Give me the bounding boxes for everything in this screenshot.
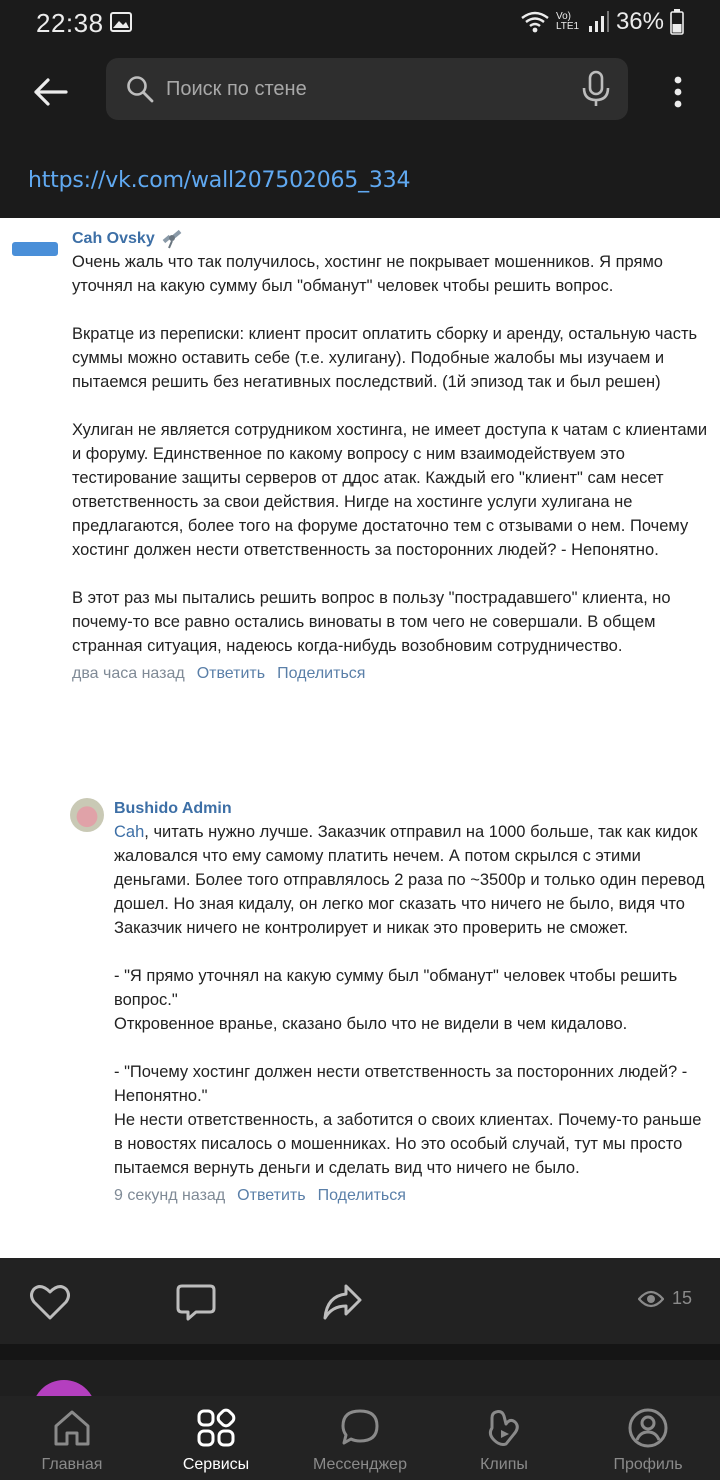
nav-item-messenger[interactable] [288, 1396, 432, 1480]
comment-paragraph: - "Я прямо уточнял на какую сумму был "обманут" человек чтобы решить вопрос." [114, 967, 678, 1009]
comment-meta [114, 1184, 714, 1208]
comment-text [114, 820, 714, 1180]
author-name[interactable]: Cah Ovsky [72, 230, 155, 247]
comment-time: 9 секунд назад [114, 1187, 226, 1204]
search-icon [126, 75, 154, 103]
battery-percent: 36% [615, 8, 664, 35]
nav-item-clips[interactable] [432, 1396, 576, 1480]
satellite-icon [161, 229, 183, 249]
back-button[interactable] [22, 64, 78, 120]
home-icon [50, 1406, 94, 1450]
comment-author[interactable] [72, 228, 712, 250]
views-count: 15 [671, 1288, 692, 1308]
clips-icon [482, 1406, 526, 1450]
bottom-navigation [0, 1396, 720, 1480]
gallery-notification-icon [110, 12, 132, 32]
nav-label: Главная [41, 1456, 103, 1473]
nav-label: Мессенджер [313, 1456, 407, 1473]
reply-link[interactable]: Ответить [237, 1187, 306, 1204]
microphone-icon[interactable] [580, 70, 612, 108]
services-icon [194, 1406, 238, 1450]
status-bar [0, 0, 720, 44]
comment-time: два часа назад [72, 665, 185, 682]
search-input[interactable] [166, 70, 566, 108]
share-link[interactable]: Поделиться [317, 1187, 406, 1204]
top-bar [0, 44, 720, 140]
comment-author[interactable] [114, 798, 714, 820]
network-type: Vo) LTE1 [555, 11, 580, 32]
reply-link[interactable]: Ответить [196, 665, 266, 682]
comment-paragraph: Хулиган не является сотрудником хостинга, не имеет доступа к чатам с клиентами и форуму. Единственное по какому вопросу с ним взаимодействуем это тестирование защиты серверов от ддос атак. Каждый его "клиент" сам несет ответственность за свои действия. Нигде на хостинге услуги хулигана не предлагаются, более того на форуме достаточно тем с отзывами о нем. Почему хостинг должен нести ответственность за посторонних людей? - Непонятно. [72, 421, 708, 559]
comment-paragraph: Вкратце из переписки: клиент просит оплатить сборку и аренду, остальную часть суммы можно оставить себе (т.е. хулигану). Подобные жалобы мы изучаем и пытаемся решить без негативных последствий. (1й эпизод так и был решен) [72, 325, 698, 391]
divider [0, 1344, 720, 1360]
wifi-icon [520, 10, 550, 34]
mention-link[interactable]: Cah [114, 823, 145, 841]
arrow-back-icon [32, 77, 68, 107]
share-link[interactable]: Поделиться [277, 665, 366, 682]
nav-item-home[interactable] [0, 1396, 144, 1480]
search-box[interactable] [106, 58, 628, 120]
comment-paragraph: Очень жаль что так получилось, хостинг не покрывает мошенников. Я прямо уточнял на какую сумму был "обманут" человек чтобы решить вопрос. [72, 253, 663, 295]
comment-reply [114, 798, 714, 1208]
avatar[interactable] [12, 242, 58, 256]
nav-item-profile[interactable] [576, 1396, 720, 1480]
comments-panel [0, 218, 720, 1258]
link-area [0, 140, 720, 218]
post-action-bar [0, 1258, 720, 1344]
more-vertical-icon [673, 76, 683, 108]
nav-item-services[interactable] [144, 1396, 288, 1480]
comment-paragraph: - "Почему хостинг должен нести ответственность за посторонних людей? - Непонятно." [114, 1063, 688, 1105]
comment-icon[interactable] [174, 1280, 218, 1324]
next-post-preview [0, 1360, 720, 1396]
status-time: 22:38 [36, 8, 104, 38]
comment-paragraph: Откровенное вранье, сказано было что не видели в чем кидалово. [114, 1015, 628, 1033]
comment-meta [72, 662, 712, 686]
nav-label: Профиль [613, 1456, 683, 1473]
comment-paragraph [114, 820, 714, 940]
avatar[interactable] [70, 798, 104, 832]
nav-label: Клипы [480, 1456, 528, 1473]
comment-text [72, 250, 712, 658]
paragraph-text: , читать нужно лучше. Заказчик отправил на 1000 больше, так как кидок жаловался что ему самому платить нечем. А потом скрылся с этими деньгами. Более того отправлялось 2 раза по ~3500р и только один перевод дошел. Но зная кидалу, он легко мог сказать что ничего не было, видя что Заказчик ничего не контролирует и никак это проверить не сможет. [114, 823, 705, 937]
share-icon[interactable] [320, 1280, 364, 1324]
avatar[interactable] [32, 1380, 96, 1396]
profile-icon [626, 1406, 670, 1450]
nav-label: Сервисы [182, 1456, 250, 1473]
post-link[interactable]: https://vk.com/wall207502065_334 [28, 168, 411, 193]
signal-icon [588, 10, 610, 34]
more-menu-button[interactable] [660, 70, 696, 114]
author-name[interactable]: Bushido Admin [114, 800, 232, 817]
eye-icon [638, 1290, 664, 1308]
comment-paragraph: Не нести ответственность, а заботится о своих клиентах. Почему-то раньше в новостях писалось о мошенниках. Но это особый случай, тут мы просто пытаемся вернуть деньги и сделать вид что ничего не было. [114, 1111, 702, 1177]
battery-icon [670, 9, 684, 35]
like-icon[interactable] [28, 1280, 72, 1324]
comment [72, 228, 712, 686]
comment-paragraph: В этот раз мы пытались решить вопрос в пользу "пострадавшего" клиента, но почему-то все равно остались виноваты в том чего не совершали. В общем странная ситуация, надеюсь когда-нибудь возобновим сотрудничество. [72, 589, 671, 655]
views-counter [638, 1288, 692, 1309]
messenger-icon [338, 1406, 382, 1450]
